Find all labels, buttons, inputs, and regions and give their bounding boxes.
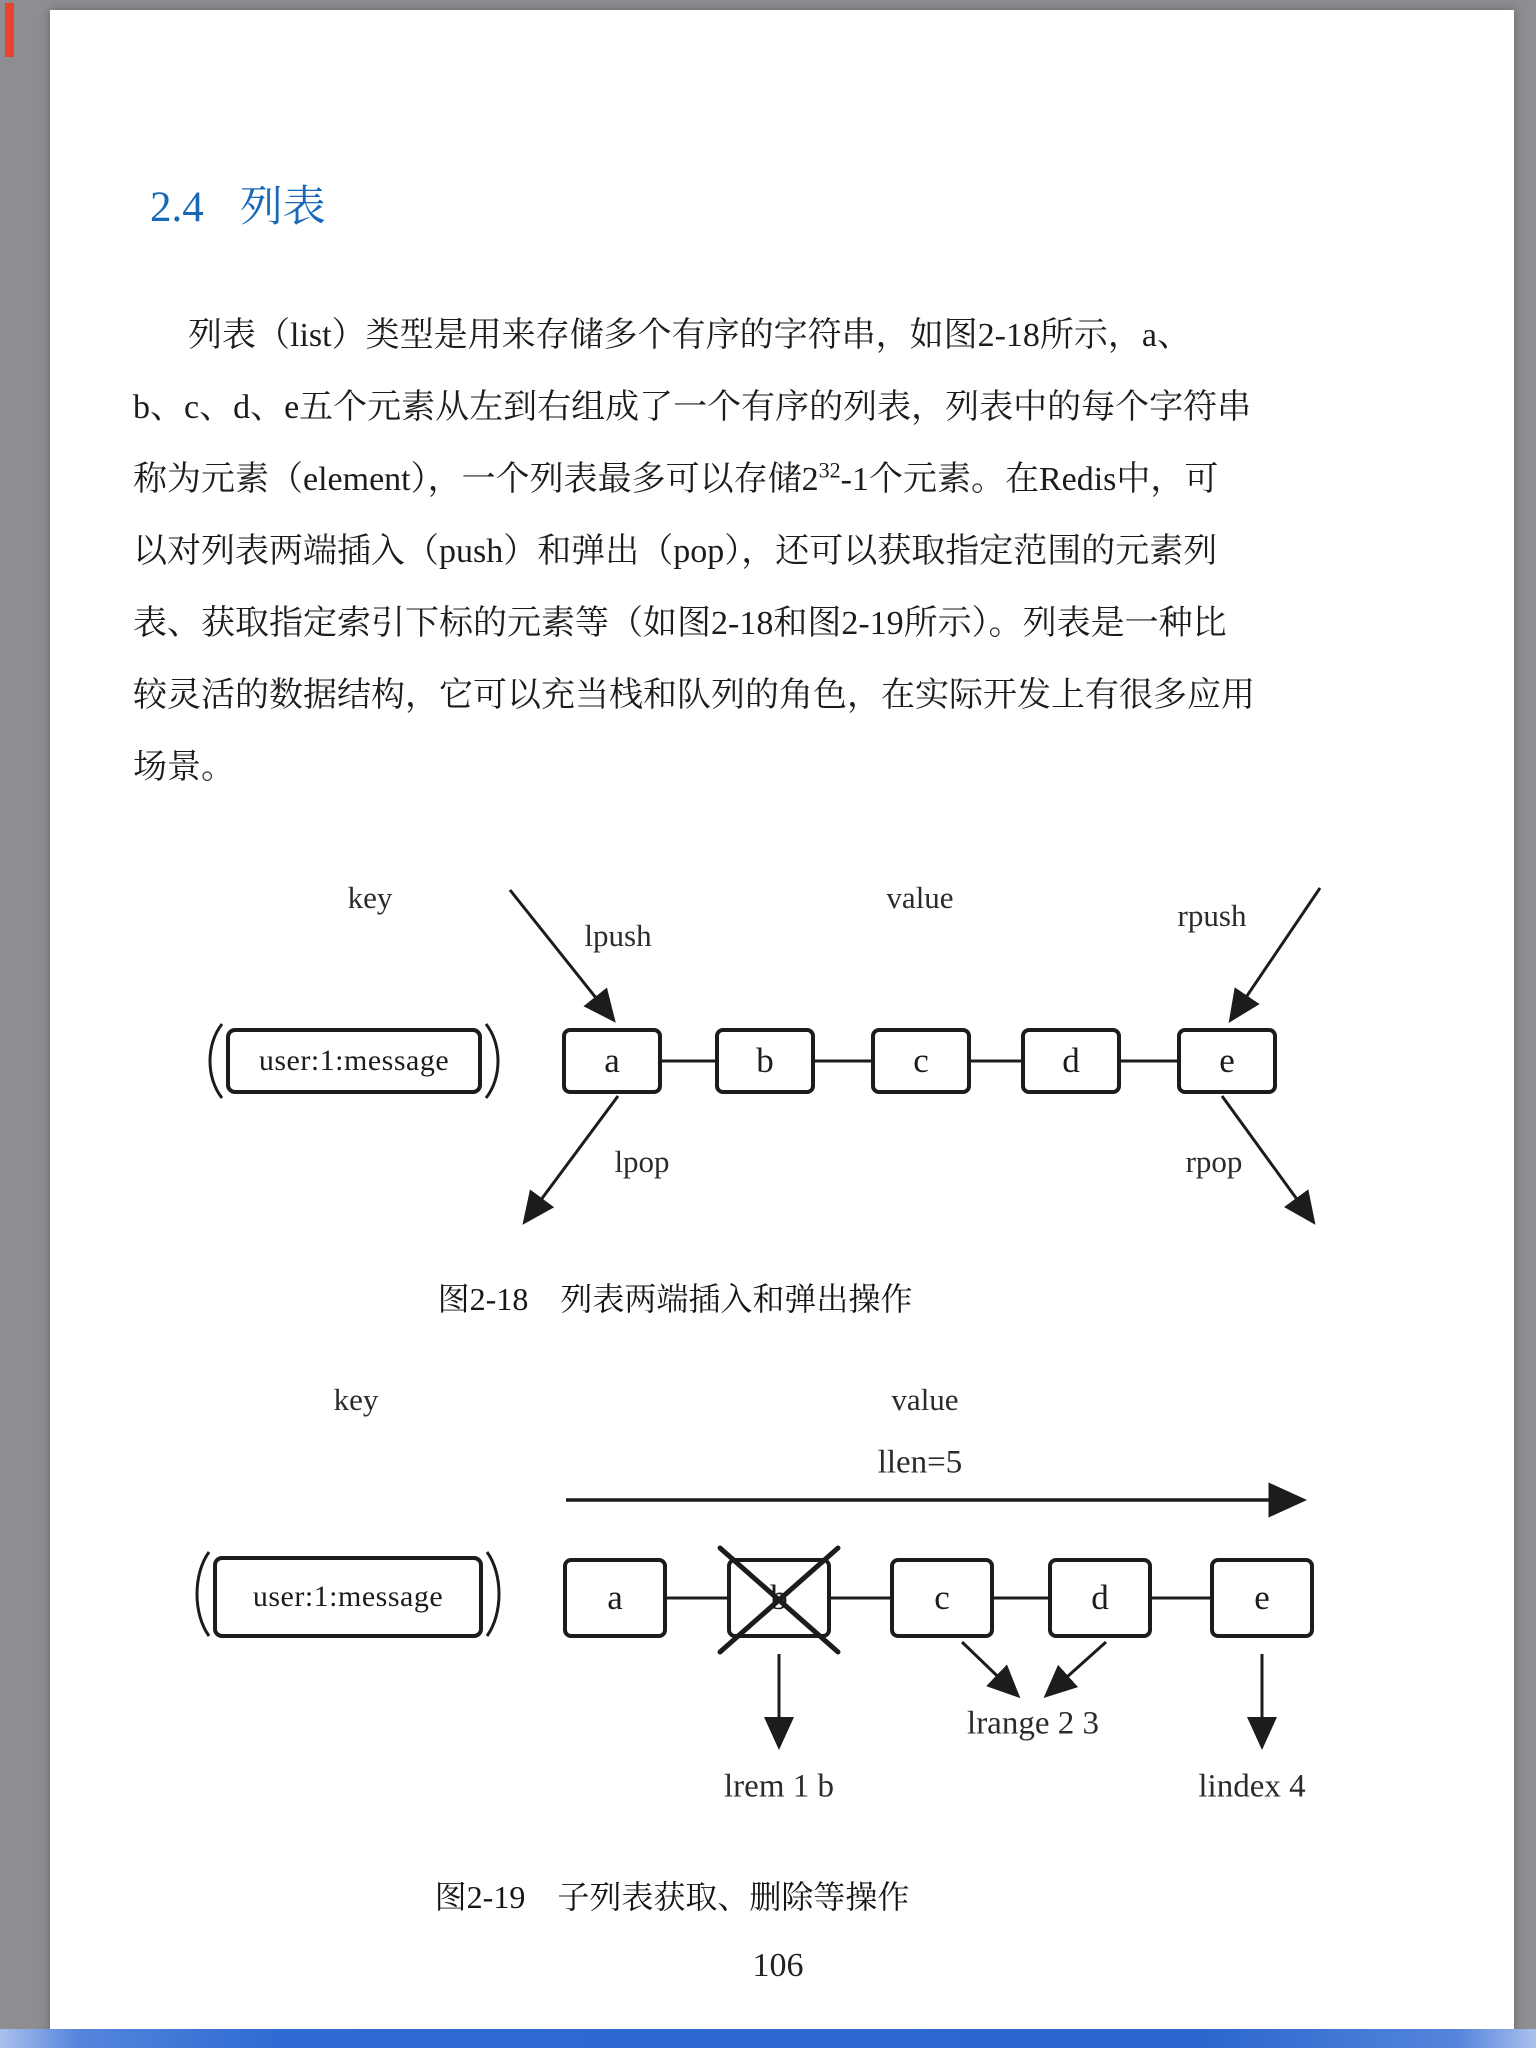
- list-element: a: [607, 1578, 623, 1617]
- rpop-label: rpop: [1185, 1144, 1243, 1179]
- figure-2-19: [180, 1372, 1360, 1817]
- body-paragraph: [133, 300, 1255, 804]
- key-box-text: user:1:message: [252, 1580, 444, 1613]
- section-heading: [150, 184, 326, 231]
- fig1-value-label: value: [886, 880, 954, 915]
- paragraph-line: 场景。: [133, 749, 235, 786]
- line3-text: 称为元素（element），一个列表最多可以存储2: [133, 461, 819, 498]
- llen-label: llen=5: [877, 1444, 963, 1481]
- section-title: 列表: [239, 184, 326, 231]
- line3-text: -1个元素。在Redis中，可: [840, 461, 1219, 498]
- fig2-key-label: key: [333, 1382, 379, 1417]
- figure-2-18: [180, 868, 1360, 1240]
- section-number: 2.4: [150, 184, 204, 231]
- lrange-label: lrange 2 3: [967, 1705, 1099, 1742]
- list-element: c: [934, 1578, 950, 1617]
- lpop-arrow: [526, 1096, 618, 1220]
- bookmark-indicator: [5, 3, 14, 57]
- rpush-label: rpush: [1177, 898, 1247, 933]
- key-box-left-bracket: [197, 1552, 209, 1636]
- lrem-label: lrem 1 b: [724, 1768, 834, 1805]
- paragraph-line: [133, 444, 1219, 516]
- list-element: e: [1219, 1041, 1235, 1080]
- fig1-key-label: key: [347, 880, 393, 915]
- page-number: 106: [752, 1947, 804, 1984]
- lindex-label: lindex 4: [1198, 1768, 1306, 1805]
- figure-2-19-caption: 图2-19 子列表获取、删除等操作: [434, 1879, 910, 1915]
- key-box-left-bracket: [210, 1024, 222, 1098]
- paragraph-line: 以对列表两端插入（push）和弹出（pop），还可以获取指定范围的元素列: [133, 533, 1218, 570]
- list-element: d: [1062, 1041, 1080, 1080]
- paragraph-line: 列表（list）类型是用来存储多个有序的字符串，如图2-18所示，a、: [188, 317, 1191, 354]
- lpush-arrow: [510, 890, 612, 1018]
- paragraph-line: 表、获取指定索引下标的元素等（如图2-18和图2-19所示）。列表是一种比: [133, 605, 1227, 642]
- paragraph-line: b、c、d、e五个元素从左到右组成了一个有序的列表，列表中的每个字符串: [133, 389, 1252, 426]
- list-element: c: [913, 1041, 929, 1080]
- list-element: e: [1254, 1578, 1270, 1617]
- paragraph-line: 较灵活的数据结构，它可以充当栈和队列的角色，在实际开发上有很多应用: [133, 677, 1255, 714]
- lrange-arrow-from-d: [1048, 1642, 1106, 1694]
- fig2-value-label: value: [891, 1382, 959, 1417]
- figure-2-18-caption: 图2-18 列表两端插入和弹出操作: [437, 1281, 913, 1317]
- reading-progress-bar[interactable]: [0, 2029, 1536, 2048]
- key-box-right-bracket: [487, 1552, 499, 1636]
- lpop-label: lpop: [614, 1144, 670, 1179]
- lpush-label: lpush: [584, 918, 652, 953]
- list-element-removed: b: [770, 1578, 788, 1617]
- lrange-arrow-from-c: [962, 1642, 1016, 1694]
- key-box-right-bracket: [486, 1024, 498, 1098]
- list-element: b: [756, 1041, 774, 1080]
- list-element: d: [1091, 1578, 1109, 1617]
- list-element: a: [604, 1041, 620, 1080]
- exponent-superscript: 32: [818, 457, 841, 483]
- key-box-text: user:1:message: [258, 1044, 450, 1077]
